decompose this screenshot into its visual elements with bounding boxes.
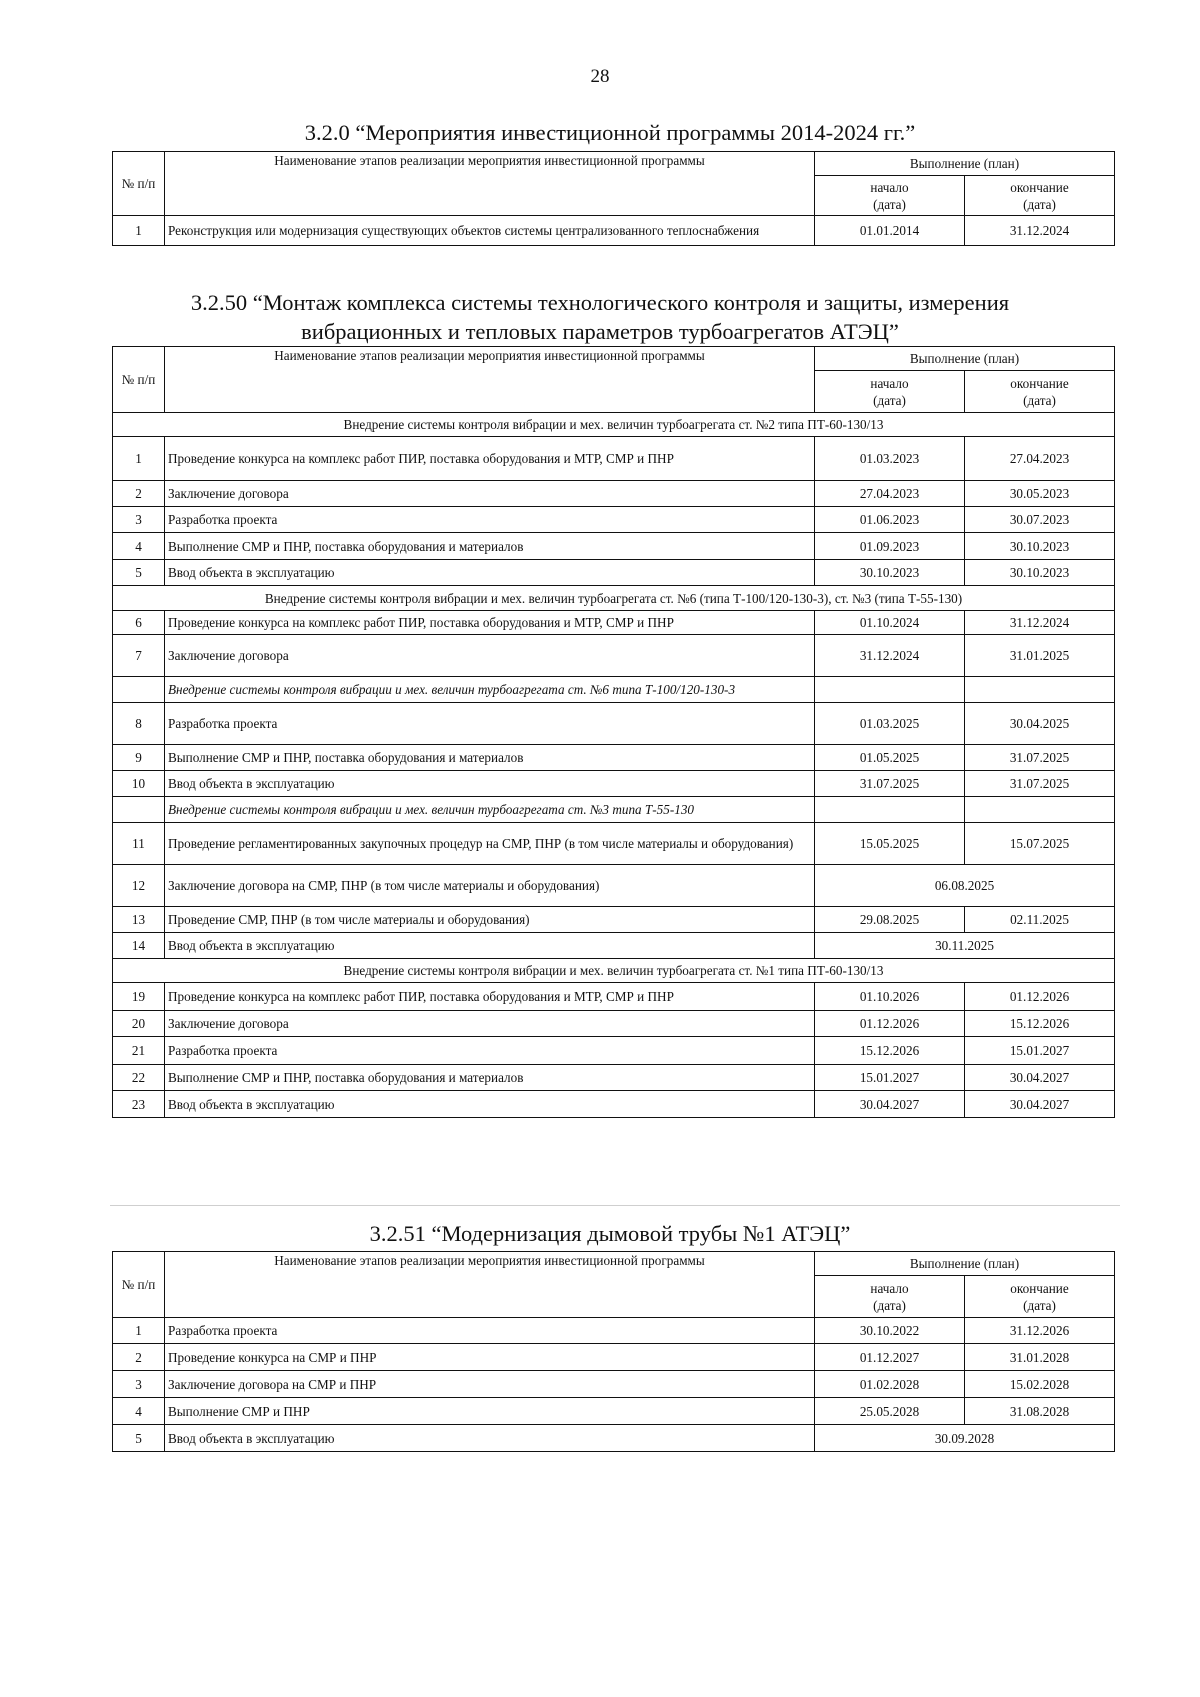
stage-name: Ввод объекта в эксплуатацию (165, 771, 815, 797)
stage-name: Проведение конкурса на комплекс работ ПИР, поставка оборудования и МТР, СМР и ПНР (165, 437, 815, 481)
col-header-name: Наименование этапов реализации мероприятия инвестиционной программы (165, 152, 815, 216)
col-header-num: № п/п (113, 152, 165, 216)
start-date: 31.12.2024 (815, 635, 965, 677)
col-header-name: Наименование этапов реализации мероприятия инвестиционной программы (165, 1252, 815, 1318)
col-header-end: окончание (дата) (965, 371, 1115, 413)
start-date: 29.08.2025 (815, 907, 965, 933)
start-date: 01.09.2023 (815, 533, 965, 560)
end-date: 31.01.2028 (965, 1344, 1115, 1371)
col-header-end: окончание (дата) (965, 1276, 1115, 1318)
col-header-start: начало (дата) (815, 1276, 965, 1318)
end-date: 31.08.2028 (965, 1398, 1115, 1425)
end-date: 31.07.2025 (965, 745, 1115, 771)
end-date: 30.10.2023 (965, 560, 1115, 586)
subheader-cell: Внедрение системы контроля вибрации и мех. величин турбоагрегата ст. №6 (типа Т-100/120-130-3), ст. №3 (типа Т-55-130) (113, 586, 1115, 611)
stage-name: Заключение договора (165, 1011, 815, 1037)
row-number: 20 (113, 1011, 165, 1037)
table-row (113, 1065, 1115, 1091)
stage-name: Проведение конкурса на комплекс работ ПИР, поставка оборудования и МТР, СМР и ПНР (165, 983, 815, 1011)
start-date: 01.01.2014 (815, 216, 965, 246)
stage-name: Разработка проекта (165, 703, 815, 745)
table-row (113, 611, 1115, 635)
stage-name: Проведение СМР, ПНР (в том числе материалы и оборудования) (165, 907, 815, 933)
start-date: 15.12.2026 (815, 1037, 965, 1065)
table-row (113, 1371, 1115, 1398)
end-date: 27.04.2023 (965, 437, 1115, 481)
start-date: 01.03.2025 (815, 703, 965, 745)
section-title: 3.2.0 “Мероприятия инвестиционной программы 2014-2024 гг.” (304, 120, 916, 145)
row-number: 13 (113, 907, 165, 933)
table-row (113, 703, 1115, 745)
date-merged: 30.11.2025 (815, 933, 1115, 959)
col-header-num: № п/п (113, 347, 165, 413)
end-date: 02.11.2025 (965, 907, 1115, 933)
stage-name: Заключение договора (165, 481, 815, 507)
table-row (113, 437, 1115, 481)
end-date (965, 797, 1115, 823)
row-number: 3 (113, 507, 165, 533)
table-row (113, 745, 1115, 771)
stage-name: Разработка проекта (165, 507, 815, 533)
start-date (815, 677, 965, 703)
stage-name: Ввод объекта в эксплуатацию (165, 1425, 815, 1452)
row-number: 22 (113, 1065, 165, 1091)
schedule-table (112, 346, 1115, 1118)
table-row (113, 1398, 1115, 1425)
row-number: 23 (113, 1091, 165, 1118)
end-date: 30.05.2023 (965, 481, 1115, 507)
stage-name: Разработка проекта (165, 1037, 815, 1065)
end-date: 31.01.2025 (965, 635, 1115, 677)
start-date: 01.10.2024 (815, 611, 965, 635)
date-merged: 30.09.2028 (815, 1425, 1115, 1452)
row-number: 6 (113, 611, 165, 635)
row-number: 4 (113, 533, 165, 560)
col-header-execution: Выполнение (план) (815, 347, 1115, 371)
row-number: 9 (113, 745, 165, 771)
stage-name: Ввод объекта в эксплуатацию (165, 933, 815, 959)
col-header-name: Наименование этапов реализации мероприятия инвестиционной программы (165, 347, 815, 413)
start-date: 01.03.2023 (815, 437, 965, 481)
row-number: 1 (113, 1318, 165, 1344)
col-header-end: окончание (дата) (965, 176, 1115, 216)
start-date: 30.04.2027 (815, 1091, 965, 1118)
table-row (113, 216, 1115, 246)
end-date: 15.12.2026 (965, 1011, 1115, 1037)
row-number: 5 (113, 560, 165, 586)
row-number: 2 (113, 481, 165, 507)
row-number: 8 (113, 703, 165, 745)
start-date: 31.07.2025 (815, 771, 965, 797)
stage-name: Заключение договора на СМР, ПНР (в том числе материалы и оборудования) (165, 865, 815, 907)
row-number: 5 (113, 1425, 165, 1452)
start-date: 01.10.2026 (815, 983, 965, 1011)
col-header-num: № п/п (113, 1252, 165, 1318)
table-row (113, 1425, 1115, 1452)
col-header-start: начало (дата) (815, 371, 965, 413)
section-title: 3.2.51 “Модернизация дымовой трубы №1 АТЭЦ” (369, 1221, 851, 1246)
row-number: 1 (113, 216, 165, 246)
row-number (113, 797, 165, 823)
start-date: 30.10.2023 (815, 560, 965, 586)
table-row (113, 1037, 1115, 1065)
row-number: 2 (113, 1344, 165, 1371)
page-number: 28 (590, 66, 610, 87)
start-date: 01.06.2023 (815, 507, 965, 533)
stage-name: Ввод объекта в эксплуатацию (165, 560, 815, 586)
table-row (113, 771, 1115, 797)
end-date (965, 677, 1115, 703)
table-row (113, 635, 1115, 677)
stage-name: Внедрение системы контроля вибрации и мех. величин турбоагрегата ст. №6 типа Т-100/120-130-3 (165, 677, 815, 703)
start-date: 30.10.2022 (815, 1318, 965, 1344)
schedule-table (112, 151, 1115, 246)
table-subheader-row (113, 586, 1115, 611)
row-number: 7 (113, 635, 165, 677)
row-number: 11 (113, 823, 165, 865)
start-date: 01.02.2028 (815, 1371, 965, 1398)
stage-name: Разработка проекта (165, 1318, 815, 1344)
col-header-execution: Выполнение (план) (815, 152, 1115, 176)
end-date: 30.04.2027 (965, 1091, 1115, 1118)
row-number: 1 (113, 437, 165, 481)
end-date: 31.12.2024 (965, 611, 1115, 635)
stage-name: Выполнение СМР и ПНР, поставка оборудования и материалов (165, 533, 815, 560)
table-row (113, 907, 1115, 933)
stage-name: Реконструкция или модернизация существующих объектов системы централизованного теплоснабжения (165, 216, 815, 246)
stage-name: Проведение конкурса на комплекс работ ПИР, поставка оборудования и МТР, СМР и ПНР (165, 611, 815, 635)
scan-mark (110, 1205, 1120, 1206)
end-date: 15.02.2028 (965, 1371, 1115, 1398)
subheader-cell: Внедрение системы контроля вибрации и мех. величин турбоагрегата ст. №2 типа ПТ-60-130/13 (113, 413, 1115, 437)
end-date: 30.10.2023 (965, 533, 1115, 560)
table-row (113, 797, 1115, 823)
table-row (113, 933, 1115, 959)
stage-name: Ввод объекта в эксплуатацию (165, 1091, 815, 1118)
table-row (113, 1344, 1115, 1371)
section-title: 3.2.50 “Монтаж комплекса системы технологического контроля и защиты, измерения вибрационных и тепловых параметров турбоагрегатов АТЭЦ” (190, 290, 1010, 344)
table-row (113, 507, 1115, 533)
table-row (113, 1011, 1115, 1037)
stage-name: Заключение договора на СМР и ПНР (165, 1371, 815, 1398)
stage-name: Проведение конкурса на СМР и ПНР (165, 1344, 815, 1371)
row-number: 3 (113, 1371, 165, 1398)
end-date: 30.04.2027 (965, 1065, 1115, 1091)
start-date: 15.01.2027 (815, 1065, 965, 1091)
start-date: 01.12.2027 (815, 1344, 965, 1371)
stage-name: Выполнение СМР и ПНР, поставка оборудования и материалов (165, 745, 815, 771)
table-row (113, 823, 1115, 865)
table-row (113, 1318, 1115, 1344)
end-date: 31.07.2025 (965, 771, 1115, 797)
table-row (113, 533, 1115, 560)
table-row (113, 865, 1115, 907)
end-date: 30.07.2023 (965, 507, 1115, 533)
end-date: 30.04.2025 (965, 703, 1115, 745)
start-date: 25.05.2028 (815, 1398, 965, 1425)
end-date: 01.12.2026 (965, 983, 1115, 1011)
row-number: 19 (113, 983, 165, 1011)
col-header-start: начало (дата) (815, 176, 965, 216)
end-date: 15.01.2027 (965, 1037, 1115, 1065)
table-row (113, 983, 1115, 1011)
end-date: 31.12.2026 (965, 1318, 1115, 1344)
start-date: 01.12.2026 (815, 1011, 965, 1037)
start-date: 15.05.2025 (815, 823, 965, 865)
stage-name: Выполнение СМР и ПНР (165, 1398, 815, 1425)
subheader-cell: Внедрение системы контроля вибрации и мех. величин турбоагрегата ст. №1 типа ПТ-60-130/13 (113, 959, 1115, 983)
end-date: 31.12.2024 (965, 216, 1115, 246)
row-number: 12 (113, 865, 165, 907)
row-number: 10 (113, 771, 165, 797)
table-subheader-row (113, 413, 1115, 437)
col-header-execution: Выполнение (план) (815, 1252, 1115, 1276)
start-date: 27.04.2023 (815, 481, 965, 507)
schedule-table (112, 1251, 1115, 1452)
start-date (815, 797, 965, 823)
stage-name: Заключение договора (165, 635, 815, 677)
date-merged: 06.08.2025 (815, 865, 1115, 907)
table-subheader-row (113, 959, 1115, 983)
stage-name: Выполнение СМР и ПНР, поставка оборудования и материалов (165, 1065, 815, 1091)
row-number: 4 (113, 1398, 165, 1425)
stage-name: Проведение регламентированных закупочных процедур на СМР, ПНР (в том числе материалы и оборудования) (165, 823, 815, 865)
end-date: 15.07.2025 (965, 823, 1115, 865)
table-row (113, 560, 1115, 586)
row-number: 14 (113, 933, 165, 959)
table-row (113, 677, 1115, 703)
stage-name: Внедрение системы контроля вибрации и мех. величин турбоагрегата ст. №3 типа Т-55-130 (165, 797, 815, 823)
start-date: 01.05.2025 (815, 745, 965, 771)
table-row (113, 481, 1115, 507)
table-row (113, 1091, 1115, 1118)
row-number (113, 677, 165, 703)
row-number: 21 (113, 1037, 165, 1065)
